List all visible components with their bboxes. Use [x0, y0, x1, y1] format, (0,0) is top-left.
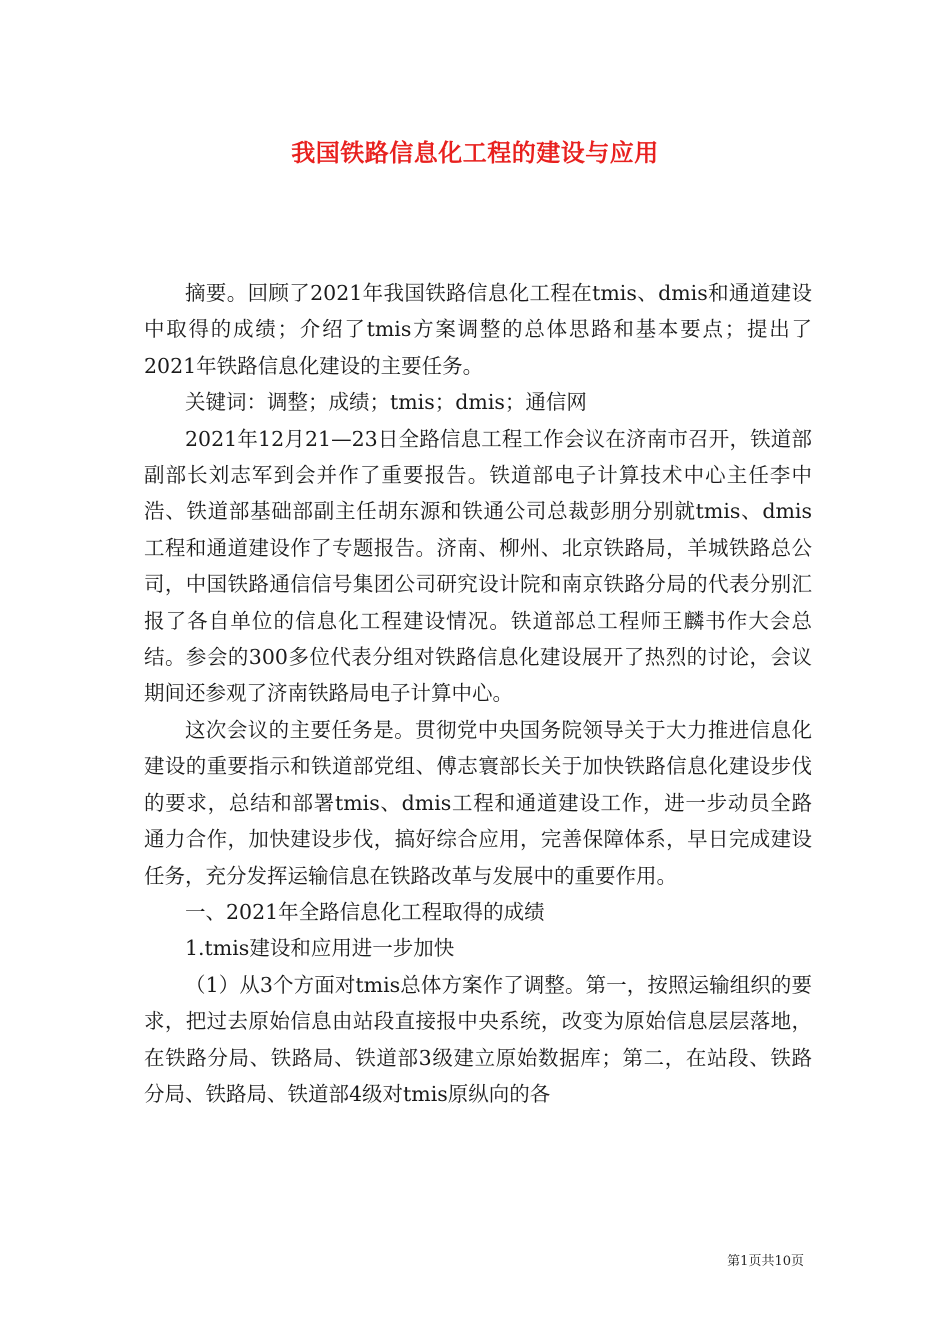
section-heading: 一、2021年全路信息化工程取得的成绩	[185, 899, 545, 924]
abstract-paragraph: 摘要。回顾了2021年我国铁路信息化工程在tmis、dmis和通道建设中取得的成绩；介绍了tmis方案调整的总体思路和基本要点；提出了2021年铁路信息化建设的主要任务。	[144, 281, 812, 378]
keywords-paragraph: 关键词：调整；成绩；tmis；dmis；通信网	[185, 390, 587, 415]
document-body	[144, 275, 812, 1112]
meeting-paragraph: 2021年12月21—23日全路信息工程工作会议在济南市召开，铁道部副部长刘志军到会并作了重要报告。铁道部电子计算技术中心主任李中浩、铁道部基础部副主任胡东源和铁通公司总裁彭朋分别就tmis、dmis工程和通道建设作了专题报告。济南、柳州、北京铁路局，羊城铁路总公司，中国铁路通信信号集团公司研究设计院和南京铁路分局的代表分别汇报了各自单位的信息化工程建设情况。铁道部总工程师王麟书作大会总结。参会的300多位代表分组对铁路信息化建设展开了热烈的讨论，会议期间还参观了济南铁路局电子计算中心。	[144, 426, 812, 706]
tasks-paragraph: 这次会议的主要任务是。贯彻党中央国务院领导关于大力推进信息化建设的重要指示和铁道部党组、傅志寰部长关于加快铁路信息化建设步伐的要求，总结和部署tmis、dmis工程和通道建设工作，进一步动员全路通力合作，加快建设步伐，搞好综合应用，完善保障体系，早日完成建设任务，充分发挥运输信息在铁路改革与发展中的重要作用。	[144, 717, 812, 888]
adjustment-paragraph: （1）从3个方面对tmis总体方案作了调整。第一，按照运输组织的要求，把过去原始信息由站段直接报中央系统，改变为原始信息层层落地，在铁路分局、铁路局、铁道部3级建立原始数据库；第二，在站段、铁路分局、铁路局、铁道部4级对tmis原纵向的各	[144, 972, 812, 1106]
page-title: 我国铁路信息化工程的建设与应用	[291, 138, 659, 167]
subsection-heading: 1.tmis建设和应用进一步加快	[185, 936, 455, 961]
page-number: 第1页共10页	[727, 1254, 804, 1269]
